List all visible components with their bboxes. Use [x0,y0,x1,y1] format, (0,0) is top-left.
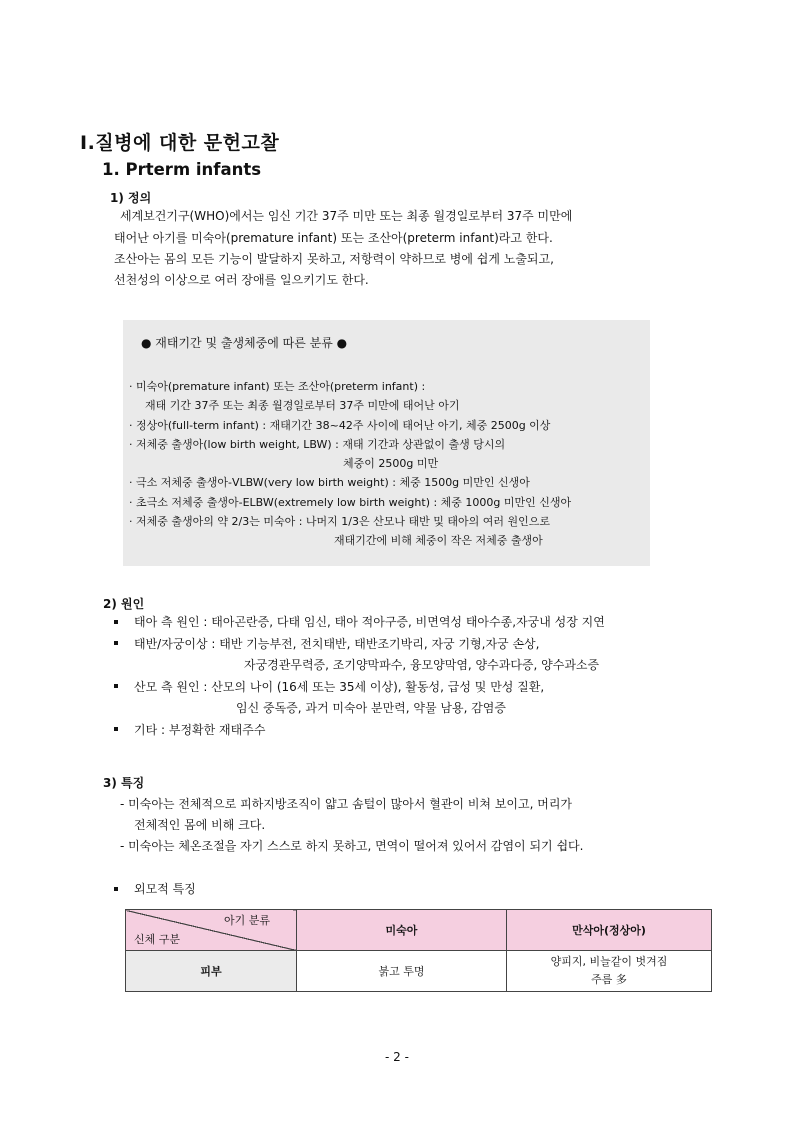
list-item [114,677,605,699]
classification-line: · 저체중 출생아의 약 2/3는 미숙아 : 나머지 1/3은 산모나 태반 및 태아의 여러 원인으로 [129,515,550,529]
bullet-icon [114,727,118,731]
row-label: 피부 [126,951,297,992]
classification-line: · 저체중 출생아(low birth weight, LBW) : 재태 기간과 상관없이 출생 당시의 [129,437,506,451]
features-line: 전체적인 몸에 비해 크다. [134,818,266,832]
classification-line: 재태 기간 37주 또는 최종 월경일로부터 37주 미만에 태어난 아기 [145,399,460,413]
table-cell: 붉고 투명 [297,951,507,992]
table-corner-header [126,910,297,951]
definition-line: 조산아는 몸의 모든 기능이 발달하지 못하고, 저항력이 약하므로 병에 쉽게 노출되고, [114,252,554,266]
section-heading: 1. Prterm infants [102,160,262,179]
cause-text: 기타 : 부정확한 재태주수 [134,722,266,737]
external-features-label: 외모적 특징 [134,882,196,896]
definition-line: 선천성의 이상으로 여러 장애를 일으키기도 한다. [114,273,369,287]
classification-line: · 정상아(full-term infant) : 재태기간 38~42주 사이에 태어난 아기, 체중 2500g 이상 [129,418,551,432]
classification-line: · 극소 저체중 출생아-VLBW(very low birth weight) : 체중 1500g 미만인 신생아 [129,476,530,490]
features-line: - 미숙아는 체온조절을 자기 스스로 하지 못하고, 면역이 떨어져 있어서 감염이 되기 쉽다. [120,839,584,853]
page-number: - 2 - [385,1050,409,1064]
table-row [126,951,712,992]
classification-line: · 초극소 저체중 출생아-ELBW(extremely low birth weight) : 체중 1000g 미만인 신생아 [129,495,572,509]
cause-text: 자궁경관무력증, 조기양막파수, 융모양막염, 양수과다증, 양수과소증 [244,658,600,672]
list-item [114,720,605,742]
column-header-term: 만삭아(정상아) [507,910,712,951]
definition-line: 태어난 아기를 미숙아(premature infant) 또는 조산아(preterm infant)라고 한다. [114,231,553,245]
chapter-heading: Ⅰ.질병에 대한 문헌고찰 [80,132,280,154]
bullet-icon [114,684,118,688]
causes-title: 2) 원인 [103,597,145,611]
list-item [114,634,605,656]
cell-line: 양피지, 비늘같이 벗겨짐 [550,955,668,968]
classification-line: · 미숙아(premature infant) 또는 조산아(preterm infant) : [129,380,426,393]
classification-title: ● 재태기간 및 출생체중에 따른 분류 ● [141,336,348,350]
external-features-heading [114,879,196,900]
cause-text: 태반/자궁이상 : 태반 기능부전, 전치태반, 태반조기박리, 자궁 기형,자궁 손상, [134,636,540,651]
classification-box [123,320,650,566]
column-header-preterm: 미숙아 [297,910,507,951]
classification-line: 체중이 2500g 미만 [343,457,439,471]
definition-title: 1) 정의 [110,191,152,205]
list-item [114,655,605,677]
definition-line: 세계보건기구(WHO)에서는 임신 기간 37주 미만 또는 최종 월경일로부터 37주 미만에 [120,209,573,223]
list-item [114,698,605,720]
classification-line: 재태기간에 비해 체중이 작은 저체중 출생아 [334,534,543,548]
bullet-icon [114,641,118,645]
bullet-icon [114,887,118,891]
classification-list [129,377,571,551]
bullet-icon [114,620,118,624]
causes-list [114,612,605,741]
list-item [114,612,605,634]
cause-text: 임신 중독증, 과거 미숙아 분만력, 약물 남용, 감염증 [236,701,506,715]
cause-text: 산모 측 원인 : 산모의 나이 (16세 또는 35세 이상), 활동성, 급성 및 만성 질환, [134,679,545,694]
cause-text: 태아 측 원인 : 태아곤란증, 다태 임신, 태아 적아구증, 비면역성 태아수종,자궁내 성장 지연 [134,615,605,629]
diag-top-label: 아기 분류 [223,914,270,927]
features-title: 3) 특징 [103,776,145,790]
feature-table [125,909,712,992]
cell-line: 주름 多 [591,973,627,986]
table-cell [507,951,712,992]
diag-bottom-label: 신체 구분 [134,933,181,946]
features-line: - 미숙아는 전체적으로 피하지방조직이 얇고 솜털이 많아서 혈관이 비쳐 보이고, 머리가 [120,797,573,811]
